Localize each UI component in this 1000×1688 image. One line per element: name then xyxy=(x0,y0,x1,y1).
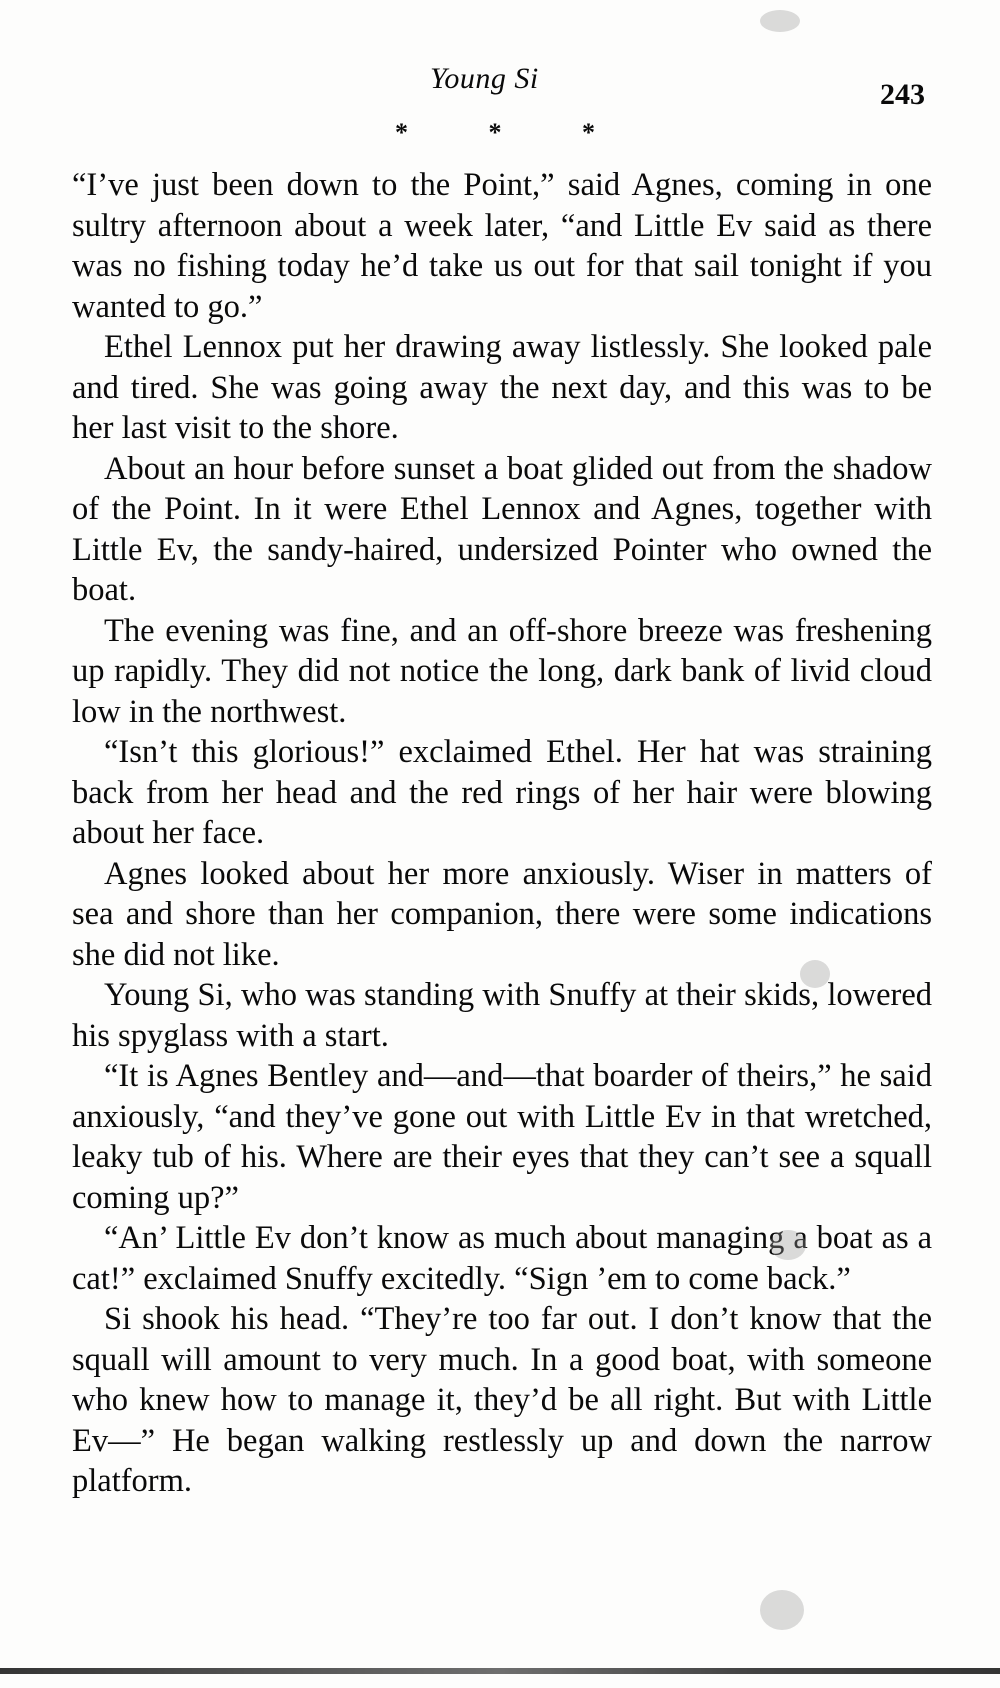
paragraph: “It is Agnes Bentley and—and—that boarder of theirs,” he said anxiously, “and they’ve gone out with Little Ev in that wretched, leaky tub of his. Where are their eyes that they can’t see a squall coming up?” xyxy=(72,1058,932,1216)
section-break-ornament xyxy=(395,118,595,148)
paragraph: “I’ve just been down to the Point,” said Agnes, coming in one sultry afternoon about a week later, “and Little Ev said as there was no fishing today he’d take us out for that sail tonight if you wanted to go.” xyxy=(72,167,932,325)
scan-speckle xyxy=(800,960,830,988)
ornament-star: * xyxy=(582,118,595,147)
ornament-star: * xyxy=(488,118,502,147)
body-text xyxy=(72,165,932,1502)
paragraph: Si shook his head. “They’re too far out. I don’t know that the squall will amount to very much. In a good boat, with someone who knew how to manage it, they’d be all right. But with Little Ev—” He began walking restlessly up and down the narrow platform. xyxy=(72,1301,932,1499)
scan-bottom-edge xyxy=(0,1668,1000,1674)
paragraph: Agnes looked about her more anxiously. Wiser in matters of sea and shore than her companion, there were some indications she did not like. xyxy=(72,855,932,973)
running-head xyxy=(0,62,1000,111)
scan-speckle xyxy=(760,10,800,32)
paragraph: Ethel Lennox put her drawing away listlessly. She looked pale and tired. She was going away the next day, and this was to be her last visit to the shore. xyxy=(72,329,932,446)
running-title: Young Si xyxy=(430,62,539,95)
paragraph: About an hour before sunset a boat glided out from the shadow of the Point. In it were Ethel Lennox and Agnes, together with Little Ev, the sandy-haired, undersized Pointer who owned the boat. xyxy=(72,450,932,608)
scan-speckle xyxy=(770,1230,806,1260)
paragraph: The evening was fine, and an off-shore breeze was freshening up rapidly. They did not notice the long, dark bank of livid cloud low in the northwest. xyxy=(72,612,932,730)
ornament-star: * xyxy=(395,118,408,147)
scan-speckle xyxy=(760,1590,804,1630)
paragraph: “An’ Little Ev don’t know as much about managing a boat as a cat!” exclaimed Snuffy excitedly. “Sign ’em to come back.” xyxy=(72,1220,932,1297)
paragraph: Young Si, who was standing with Snuffy at their skids, lowered his spyglass with a start. xyxy=(72,977,932,1054)
page-number: 243 xyxy=(880,78,925,111)
paragraph: “Isn’t this glorious!” exclaimed Ethel. Her hat was straining back from her head and the red rings of her hair were blowing about her face. xyxy=(72,734,932,851)
